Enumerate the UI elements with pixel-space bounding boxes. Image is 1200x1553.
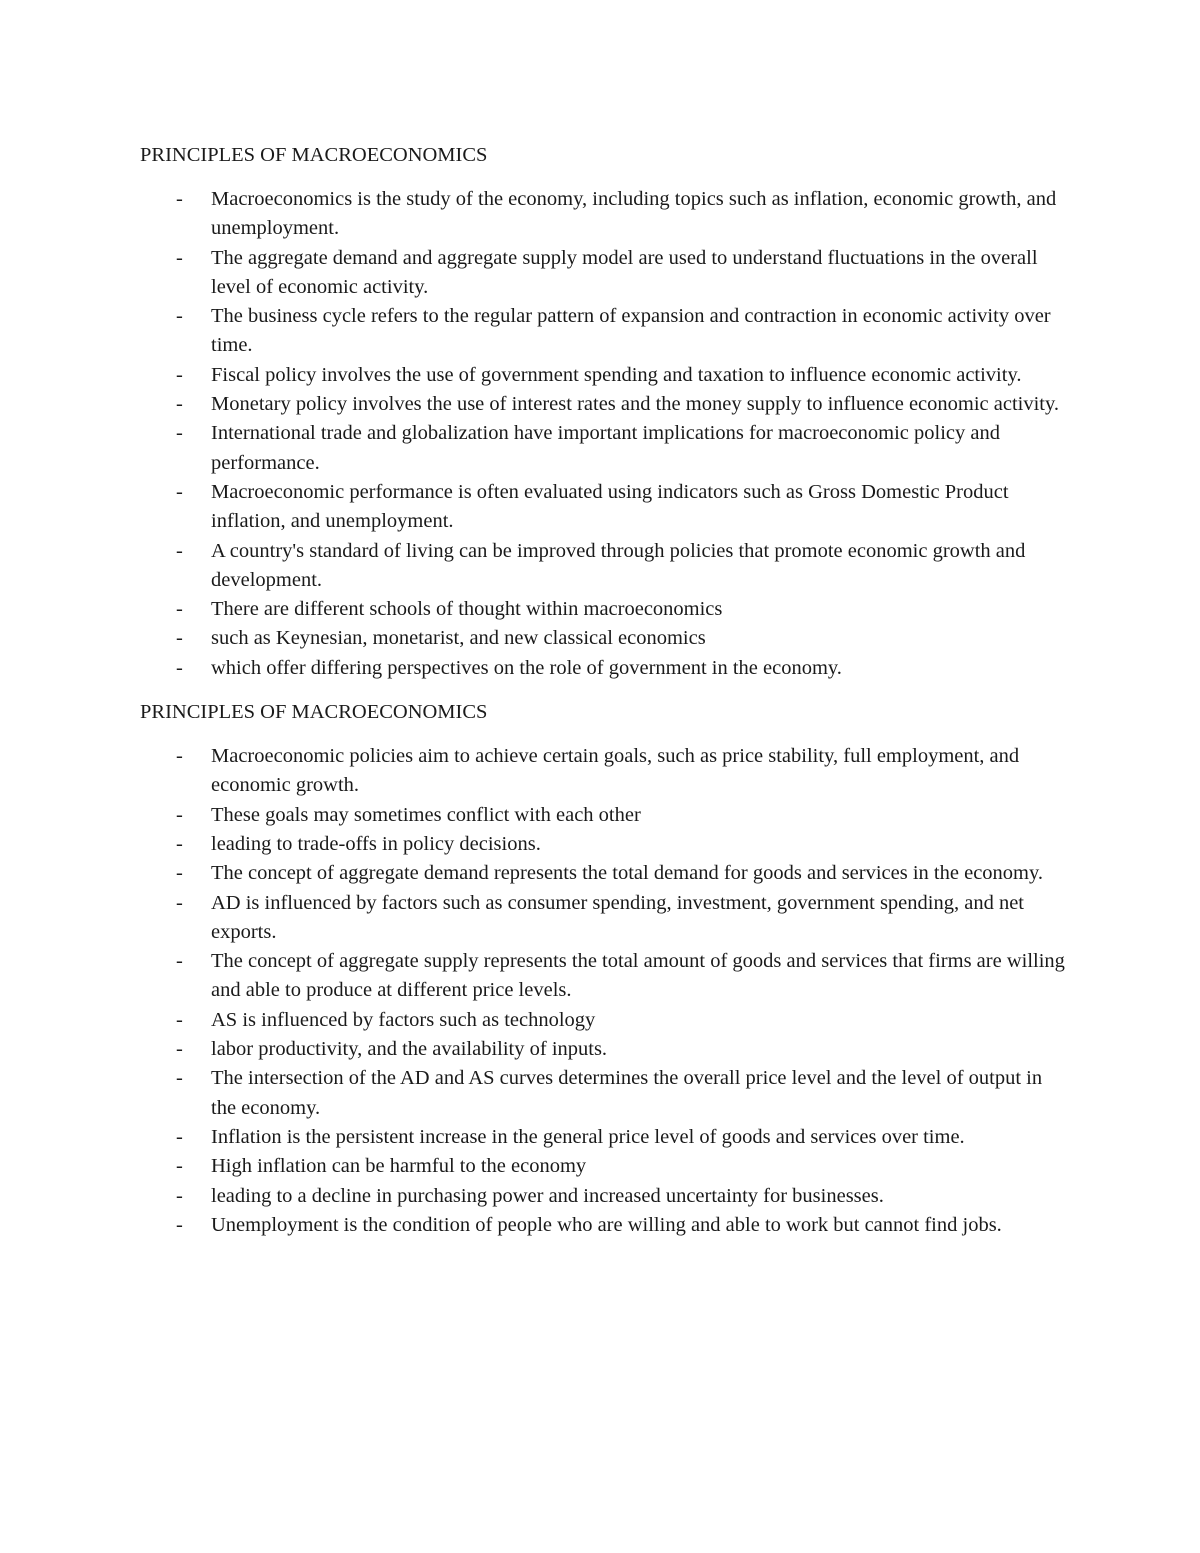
list-item: [140, 654, 1070, 683]
list-item: [140, 1035, 1070, 1064]
bullet-dash: -: [176, 393, 183, 416]
bullet-dash: -: [176, 803, 183, 826]
bullet-dash: -: [176, 950, 183, 973]
bullet-dash: -: [176, 539, 183, 562]
list-item-text: These goals may sometimes conflict with each other: [211, 803, 641, 826]
bullet-dash: -: [176, 422, 183, 445]
list-item: [140, 595, 1070, 624]
list-item: [140, 537, 1070, 596]
list-item: [140, 1211, 1070, 1240]
list-item-text: High inflation can be harmful to the economy: [211, 1155, 587, 1178]
list-item: [140, 859, 1070, 888]
list-item: [140, 185, 1070, 244]
bullet-dash: -: [176, 305, 183, 328]
bullet-list: [140, 185, 1070, 683]
bullet-dash: -: [176, 745, 183, 768]
bullet-list: [140, 742, 1070, 1240]
list-item-text: AD is influenced by factors such as consumer spending, investment, government spending, and net exports.: [211, 891, 1024, 943]
bullet-dash: -: [176, 1213, 183, 1236]
list-item-text: The concept of aggregate demand represents the total demand for goods and services in the economy.: [211, 862, 1044, 885]
list-item-text: Macroeconomic policies aim to achieve certain goals, such as price stability, full employment, and economic growth.: [211, 745, 1020, 797]
bullet-dash: -: [176, 832, 183, 855]
list-item-text: Monetary policy involves the use of interest rates and the money supply to influence economic activity.: [211, 393, 1060, 416]
list-item-text: Macroeconomic performance is often evaluated using indicators such as Gross Domestic Product inflation, and unemployment.: [211, 480, 1009, 533]
bullet-dash: -: [176, 1184, 183, 1207]
bullet-dash: -: [176, 1155, 183, 1178]
list-item: [140, 742, 1070, 801]
list-item-text: The business cycle refers to the regular pattern of expansion and contraction in economic activity over time.: [211, 305, 1051, 357]
list-item-text: Fiscal policy involves the use of government spending and taxation to influence economic activity.: [211, 363, 1022, 386]
list-item: [140, 1182, 1070, 1211]
bullet-dash: -: [176, 1067, 183, 1090]
bullet-dash: -: [176, 891, 183, 914]
list-item: [140, 419, 1070, 478]
list-item-text: The intersection of the AD and AS curves determines the overall price level and the level of output in the economy.: [211, 1067, 1043, 1119]
list-item: [140, 390, 1070, 419]
list-item-text: A country's standard of living can be improved through policies that promote economic growth and development.: [211, 539, 1026, 591]
list-item: [140, 361, 1070, 390]
list-item-text: which offer differing perspectives on the role of government in the economy.: [211, 656, 842, 679]
section-2: [140, 698, 1070, 1240]
list-item-text: Macroeconomics is the study of the economy, including topics such as inflation, economic growth, and unemployment.: [211, 188, 1057, 240]
bullet-dash: -: [176, 1038, 183, 1061]
list-item: [140, 1123, 1070, 1152]
list-item-text: labor productivity, and the availability of inputs.: [211, 1038, 608, 1061]
list-item: [140, 1064, 1070, 1123]
bullet-dash: -: [176, 627, 183, 650]
list-item: [140, 830, 1070, 859]
bullet-dash: -: [176, 1125, 183, 1148]
list-item-text: such as Keynesian, monetarist, and new classical economics: [211, 627, 706, 650]
bullet-dash: -: [176, 246, 183, 269]
bullet-dash: -: [176, 862, 183, 885]
bullet-dash: -: [176, 656, 183, 679]
bullet-dash: -: [176, 598, 183, 621]
list-item-text: The aggregate demand and aggregate supply model are used to understand fluctuations in the overall level of economic activity.: [211, 246, 1038, 298]
list-item: [140, 801, 1070, 830]
list-item-text: leading to a decline in purchasing power and increased uncertainty for businesses.: [211, 1184, 884, 1207]
list-item-text: AS is influenced by factors such as technology: [211, 1008, 596, 1031]
section-heading: PRINCIPLES OF MACROECONOMICS: [140, 701, 488, 724]
list-item: [140, 302, 1070, 361]
list-item: [140, 244, 1070, 303]
section-heading: PRINCIPLES OF MACROECONOMICS: [140, 144, 488, 166]
bullet-dash: -: [176, 1008, 183, 1031]
bullet-dash: -: [176, 188, 183, 210]
document-page: [140, 141, 1070, 1240]
list-item: [140, 1006, 1070, 1035]
bullet-dash: -: [176, 363, 183, 386]
list-item-text: There are different schools of thought within macroeconomics: [211, 598, 723, 621]
list-item-text: Inflation is the persistent increase in the general price level of goods and services over time.: [211, 1125, 965, 1148]
list-item: [140, 889, 1070, 948]
list-item-text: International trade and globalization have important implications for macroeconomic policy and performance.: [211, 422, 1000, 474]
list-item-text: Unemployment is the condition of people who are willing and able to work but cannot find jobs.: [211, 1213, 1002, 1236]
list-item: [140, 1152, 1070, 1181]
list-item: [140, 624, 1070, 653]
section-1: [140, 141, 1070, 683]
list-item-text: leading to trade-offs in policy decisions.: [211, 832, 541, 855]
list-item: [140, 478, 1070, 537]
list-item-text: The concept of aggregate supply represents the total amount of goods and services that firms are willing and able to produce at different price levels.: [211, 950, 1065, 1002]
bullet-dash: -: [176, 480, 183, 503]
list-item: [140, 947, 1070, 1006]
